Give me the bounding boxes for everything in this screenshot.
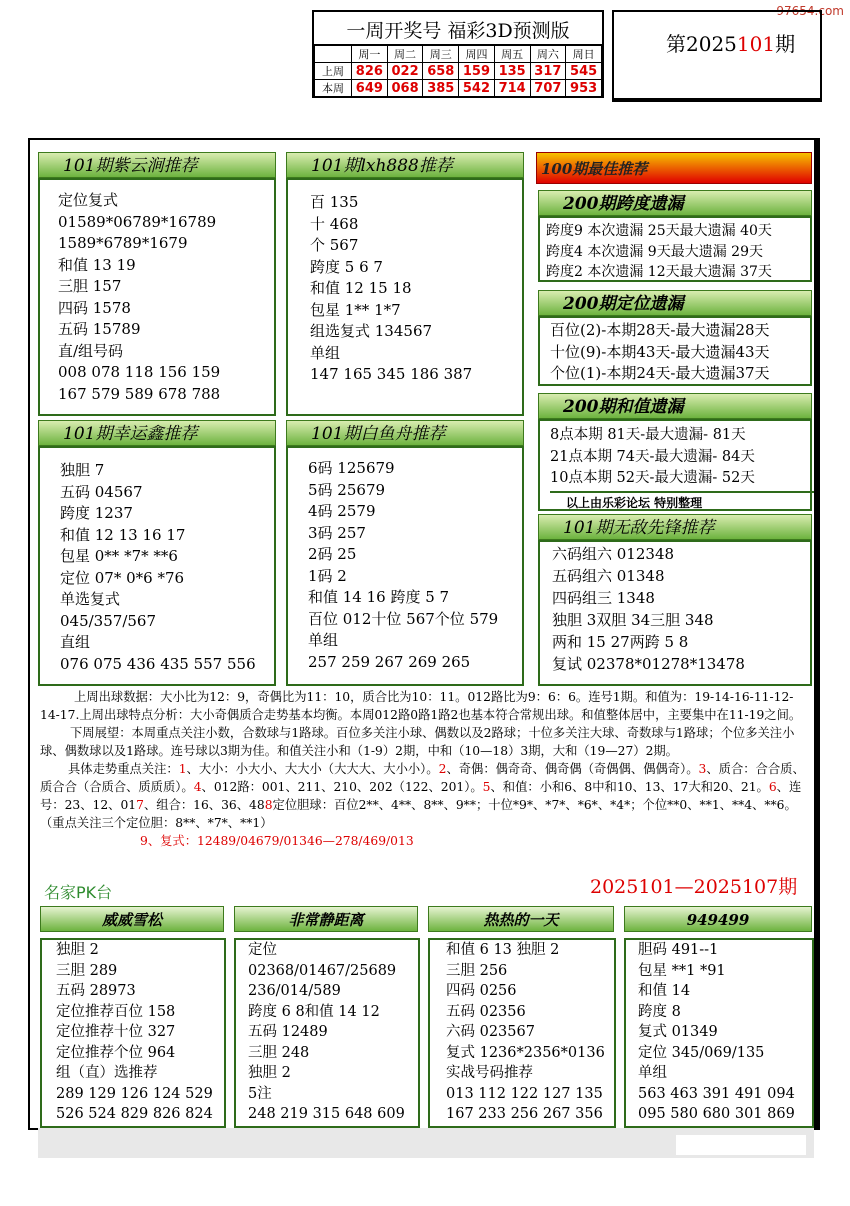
- list-item: 六码 023567: [446, 1024, 535, 1040]
- recommend-panel-xingyunxin: [38, 446, 276, 686]
- list-item: 跨度9 本次遗漏 25天最大遗漏 40天: [546, 223, 772, 239]
- list-item: 跨度 5 6 7: [310, 257, 383, 276]
- list-item: 和值 6 13 独胆 2: [446, 942, 560, 958]
- list-item: 独胆 7: [60, 461, 105, 479]
- list-item: 045/357/567: [60, 611, 156, 630]
- list-item: 02368/01467/25689: [248, 962, 397, 979]
- day-label: 周四: [459, 46, 495, 63]
- this-week-row: [315, 80, 602, 97]
- list-item: 563 463 391 491 094: [638, 1085, 795, 1102]
- day-label: 周日: [566, 46, 602, 63]
- list-item: 定位推荐十位 327: [56, 1024, 176, 1040]
- pk-column-feichangjingjuli: [234, 938, 420, 1128]
- list-item: 147 165 345 186 387: [310, 365, 473, 383]
- list-item: 定位: [248, 942, 277, 958]
- list-item: 五码 28973: [56, 983, 136, 999]
- list-item: 5注: [248, 1085, 272, 1102]
- list-item: 十 468: [310, 214, 359, 233]
- panel-title: 101期幸运鑫推荐: [38, 420, 276, 446]
- list-item: 定位推荐百位 158: [56, 1003, 176, 1020]
- list-item: 三胆 248: [248, 1044, 310, 1061]
- panel-title: 101期无敌先锋推荐: [538, 514, 812, 540]
- header-title: 一周开奖号 福彩3D预测版: [314, 12, 602, 45]
- list-item: 六码组六 012348: [552, 545, 675, 563]
- section-title: 200期跨度遗漏: [538, 190, 812, 216]
- draw-number: 545: [566, 63, 602, 80]
- list-item: 百 135: [310, 193, 359, 211]
- list-item: 和值 12 13 16 17: [60, 525, 186, 544]
- recommend-panel-wudixianfeng: [538, 540, 812, 686]
- watermark-text: 97654.com: [776, 4, 844, 18]
- analysis-paragraph: 下周展望：本周重点关注小数，合数球与1路球。百位多关注小球、偶数以及2路球；十位多关注大球、奇数球与1路球；个位多关注小球、偶数球以及1路球。连号球以3期为佳。和值关注小和（1-9）2期，中和（10—18）3期，大和（19—27）2期。: [40, 726, 795, 758]
- panel-title: 101期紫云涧推荐: [38, 152, 276, 178]
- list-item: 四码 0256: [446, 983, 517, 999]
- footer-blank: [676, 1135, 806, 1155]
- draw-number: 317: [530, 63, 566, 80]
- this-week-label: 本周: [315, 80, 352, 97]
- recommend-panel-ziyunjian: [38, 178, 276, 416]
- list-item: 和值 14 16 跨度 5 7: [308, 588, 450, 606]
- pk-column-weiweixuesong: [40, 938, 226, 1128]
- list-item: 236/014/589: [248, 983, 341, 999]
- list-item: 复式 1236*2356*0136: [446, 1044, 605, 1061]
- best-title: 100期最佳推荐: [536, 152, 812, 184]
- list-item: 和值 14: [638, 983, 691, 999]
- draw-number: 707: [530, 80, 566, 97]
- list-item: 21点本期 74天-最大遗漏- 84天: [550, 448, 755, 465]
- day-label: 周六: [530, 46, 566, 63]
- day-label: 周三: [423, 46, 459, 63]
- list-item: 复式 01349: [638, 1024, 718, 1040]
- draw-number: 385: [423, 80, 459, 97]
- draw-number: 068: [387, 80, 423, 97]
- analysis-paragraph: 上周出球数据：大小比为12：9，奇偶比为11：10，质合比为10：11。012路比为9：6：6。连号1期。和值为：19-14-16-11-12-14-17.上周出球特点分析：大小奇偶质合走势基本均衡。本周012路0路1路2也基本符合常规出球。和值整体居中，主要集中在11-19之间。: [40, 690, 802, 722]
- list-item: 定位 345/069/135: [638, 1044, 765, 1061]
- list-item: 10点本期 52天-最大遗漏- 52天: [550, 470, 755, 486]
- list-item: 3码 257: [308, 523, 366, 542]
- source-note: 以上由乐彩论坛 特别整理: [550, 491, 814, 513]
- list-item: 胆码 491--1: [638, 942, 719, 958]
- list-item: 跨度 8: [638, 1003, 681, 1020]
- list-item: 五码 12489: [248, 1024, 328, 1040]
- days-row: [315, 46, 602, 63]
- position-omission-box: [538, 316, 812, 386]
- draw-number: 022: [387, 63, 423, 80]
- draw-number: 953: [566, 80, 602, 97]
- last-week-row: [315, 63, 602, 80]
- list-item: 跨度4 本次遗漏 9天最大遗漏 29天: [546, 243, 763, 260]
- list-item: 6码 125679: [308, 459, 395, 477]
- list-item: 单选复式: [60, 590, 121, 608]
- list-item: 跨度 1237: [60, 504, 133, 522]
- list-item: 289 129 126 124 529: [56, 1085, 213, 1102]
- list-item: 和值 13 19: [58, 255, 136, 274]
- day-label: 周五: [494, 46, 530, 63]
- list-item: 包星 0** *7* **6: [60, 547, 178, 565]
- draw-number: 658: [423, 63, 459, 80]
- list-item: 单组: [308, 631, 339, 649]
- list-item: 四码组三 1348: [552, 589, 655, 607]
- analysis-paragraph: 具体走势重点关注：1、大小：小大小、大大小（大大大、大小小）。2、奇偶：偶奇奇、偶奇偶（奇偶偶、偶偶奇）。3、质合：合合质、质合合（合质合、质质质）。4、012路：001、211、210、202（122、201）。5、和值：小和6、8中和10、13、17大和20、21。6、连号：23、12、017、组合：16、36、488定位胆球：百位2**、4**、8**、9**；十位*9*、*7*、*6*、*4*；个位**0、**1、**4、**6。（重点关注三个定位胆：8**、*7*、**1）: [40, 762, 805, 830]
- list-item: 组选复式 134567: [310, 322, 433, 340]
- pk-title: 名家PK台: [44, 883, 113, 902]
- list-item: 五码组六 01348: [552, 567, 665, 585]
- list-item: 1码 2: [308, 566, 347, 585]
- draw-number: 135: [494, 63, 530, 80]
- pk-column-title: 热热的一天: [428, 906, 614, 932]
- span-omission-box: [538, 216, 812, 282]
- list-item: 定位 07* 0*6 *76: [60, 568, 185, 587]
- list-item: 四码 1578: [58, 298, 131, 317]
- weekly-draw-header: [312, 10, 604, 98]
- pk-column-title: 949499: [624, 906, 812, 932]
- list-item: 包星 **1 *91: [638, 962, 726, 979]
- list-item: 独胆 2: [56, 942, 99, 958]
- list-item: 直/组号码: [58, 341, 124, 360]
- list-item: 单组: [310, 343, 341, 362]
- list-item: 257 259 267 269 265: [308, 652, 471, 671]
- list-item: 百位 012十位 567个位 579: [308, 609, 499, 628]
- list-item: 076 075 436 435 557 556: [60, 654, 256, 673]
- list-item: 5码 25679: [308, 480, 386, 499]
- list-item: 五码 02356: [446, 1003, 526, 1020]
- draw-number: 159: [459, 63, 495, 80]
- pk-column-title: 非常静距离: [234, 906, 418, 932]
- list-item: 三胆 157: [58, 277, 122, 295]
- list-item: 定位复式: [58, 191, 119, 209]
- list-item: 跨度 6 8和值 14 12: [248, 1003, 380, 1020]
- analysis-text: [40, 688, 812, 850]
- draw-number: 649: [352, 80, 388, 97]
- list-item: 五码 04567: [60, 482, 143, 501]
- weekly-draw-table: [314, 45, 602, 97]
- panel-title: 101期lxh888推荐: [286, 152, 524, 178]
- recommend-panel-lxh888: [286, 178, 524, 416]
- list-item: 个 567: [310, 236, 359, 254]
- list-item: 五码 15789: [58, 320, 141, 338]
- list-item: 三胆 256: [446, 962, 508, 979]
- period-prefix: 第2025: [666, 32, 737, 56]
- draw-number: 714: [494, 80, 530, 97]
- last-week-label: 上周: [315, 63, 352, 80]
- sum-omission-box: [538, 419, 812, 511]
- list-item: 跨度2 本次遗漏 12天最大遗漏 37天: [546, 264, 772, 280]
- list-item: 和值 12 15 18: [310, 279, 412, 297]
- list-item: 包星 1** 1*7: [310, 300, 401, 319]
- recommend-panel-baiyuzhou: [286, 446, 524, 686]
- list-item: 008 078 118 156 159: [58, 363, 221, 381]
- list-item: 三胆 289: [56, 962, 118, 979]
- list-item: 526 524 829 826 824: [56, 1106, 213, 1122]
- list-item: 167 579 589 678 788: [58, 384, 221, 403]
- list-item: 单组: [638, 1065, 667, 1081]
- pk-period: 2025101—2025107期: [590, 876, 798, 898]
- list-item: 01589*06789*16789: [58, 212, 217, 231]
- list-item: 1589*6789*1679: [58, 234, 188, 252]
- list-item: 013 112 122 127 135: [446, 1085, 603, 1102]
- list-item: 个位(1)-本期24天-最大遗漏37天: [550, 364, 770, 382]
- day-label: 周一: [352, 46, 388, 63]
- list-item: 独胆 2: [248, 1065, 291, 1081]
- compound-recommendation: 9、复式：12489/04679/01346—278/469/013: [140, 834, 414, 848]
- list-item: 直组: [60, 633, 91, 651]
- pk-column-title: 威威雪松: [40, 906, 224, 932]
- period-badge: [612, 10, 822, 102]
- list-item: 组（直）选推荐: [56, 1065, 158, 1081]
- list-item: 复试 02378*01278*13478: [552, 655, 745, 673]
- list-item: 独胆 3双胆 34三胆 348: [552, 611, 714, 629]
- day-label: 周二: [387, 46, 423, 63]
- pk-column-949499: [624, 938, 814, 1128]
- list-item: 248 219 315 648 609: [248, 1106, 405, 1122]
- section-title: 200期定位遗漏: [538, 290, 812, 316]
- list-item: 2码 25: [308, 545, 357, 563]
- period-number: 101: [736, 32, 776, 56]
- list-item: 十位(9)-本期43天-最大遗漏43天: [550, 342, 770, 361]
- list-item: 8点本期 81天-最大遗漏- 81天: [550, 427, 746, 443]
- section-title: 200期和值遗漏: [538, 393, 812, 419]
- list-item: 两和 15 27两跨 5 8: [552, 633, 689, 651]
- draw-number: 542: [459, 80, 495, 97]
- list-item: 实战号码推荐: [446, 1065, 533, 1081]
- list-item: 定位推荐个位 964: [56, 1044, 176, 1061]
- list-item: 167 233 256 267 356: [446, 1106, 603, 1122]
- panel-title: 101期白鱼舟推荐: [286, 420, 524, 446]
- pk-column-rerede-yitian: [428, 938, 616, 1128]
- period-suffix: 期: [775, 32, 796, 56]
- list-item: 4码 2579: [308, 502, 376, 520]
- draw-number: 826: [352, 63, 388, 80]
- list-item: 百位(2)-本期28天-最大遗漏28天: [550, 321, 770, 339]
- list-item: 095 580 680 301 869: [638, 1106, 795, 1122]
